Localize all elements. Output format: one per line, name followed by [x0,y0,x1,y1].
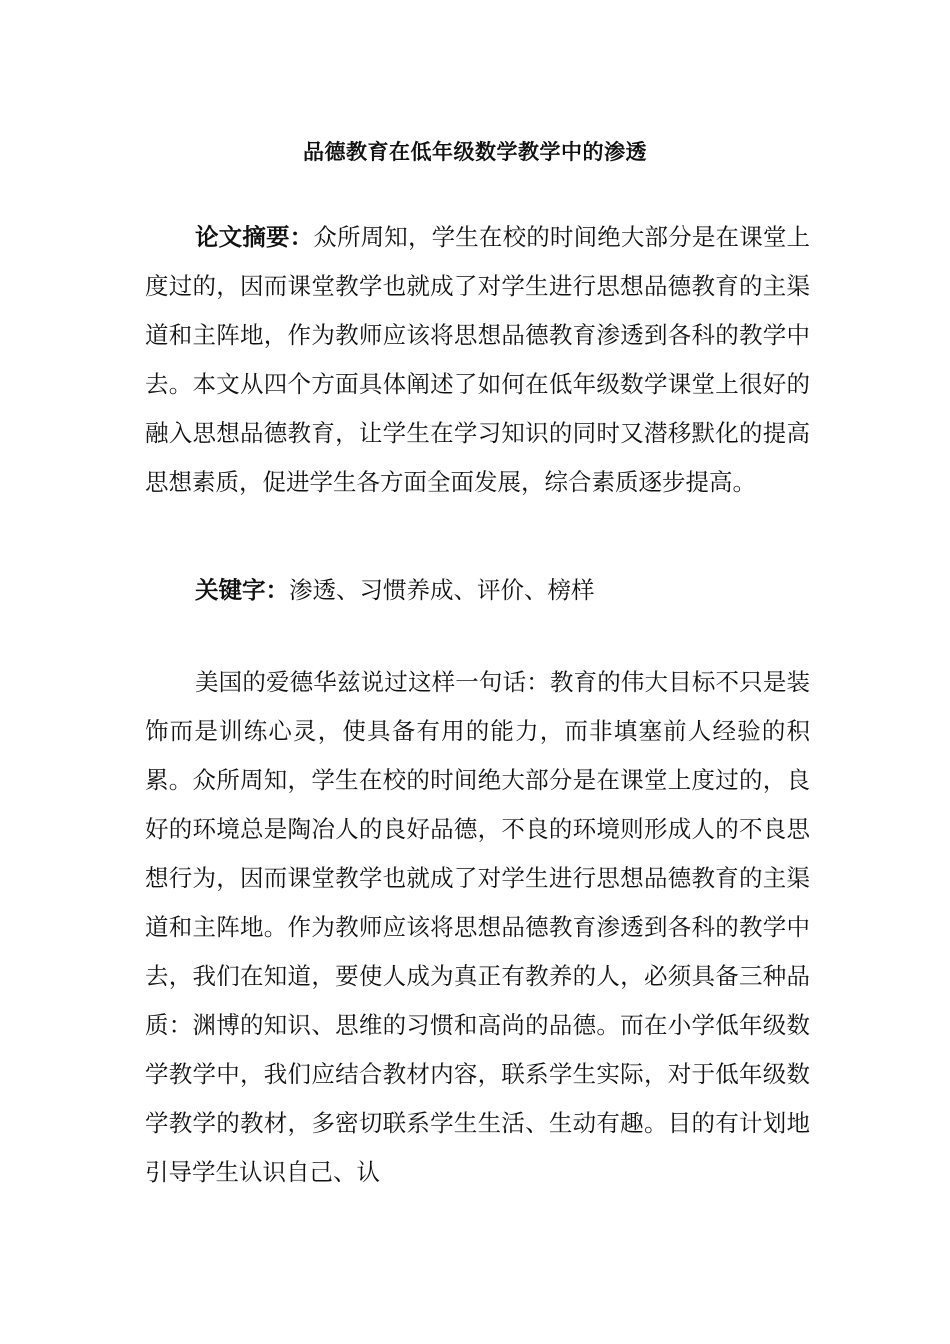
keywords-line [145,566,810,615]
keywords-text: 渗透、习惯养成、评价、榜样 [289,576,595,604]
body-paragraph: 美国的爱德华兹说过这样一句话：教育的伟大目标不只是装饰而是训练心灵，使具备有用的能力，而非填塞前人经验的积累。众所周知，学生在校的时间绝大部分是在课堂上度过的，良好的环境总是陶冶人的良好品德，不良的环境则形成人的不良思想行为，因而课堂教学也就成了对学生进行思想品德教育的主渠道和主阵地。作为教师应该将思想品德教育渗透到各科的教学中去，我们在知道，要使人成为真正有教养的人，必须具备三种品质：渊博的知识、思维的习惯和高尚的品德。而在小学低年级数学教学中，我们应结合教材内容，联系学生实际，对于低年级数学教学的教材，多密切联系学生生活、生动有趣。目的有计划地引导学生认识自己、认 [145,668,810,1186]
document-title: 品德教育在低年级数学教学中的渗透 [303,140,647,164]
keywords-label: 关键字： [195,576,289,604]
abstract-label: 论文摘要： [195,223,314,251]
abstract-text: 众所周知，学生在校的时间绝大部分是在课堂上度过的，因而课堂教学也就成了对学生进行思想品德教育的主渠道和主阵地，作为教师应该将思想品德教育渗透到各科的教学中去。本文从四个方面具体阐述了如何在低年级数学课堂上很好的融入思想品德教育，让学生在学习知识的同时又潜移默化的提高思想素质，促进学生各方面全面发展，综合素质逐步提高。 [145,223,811,496]
abstract-paragraph [145,213,810,507]
